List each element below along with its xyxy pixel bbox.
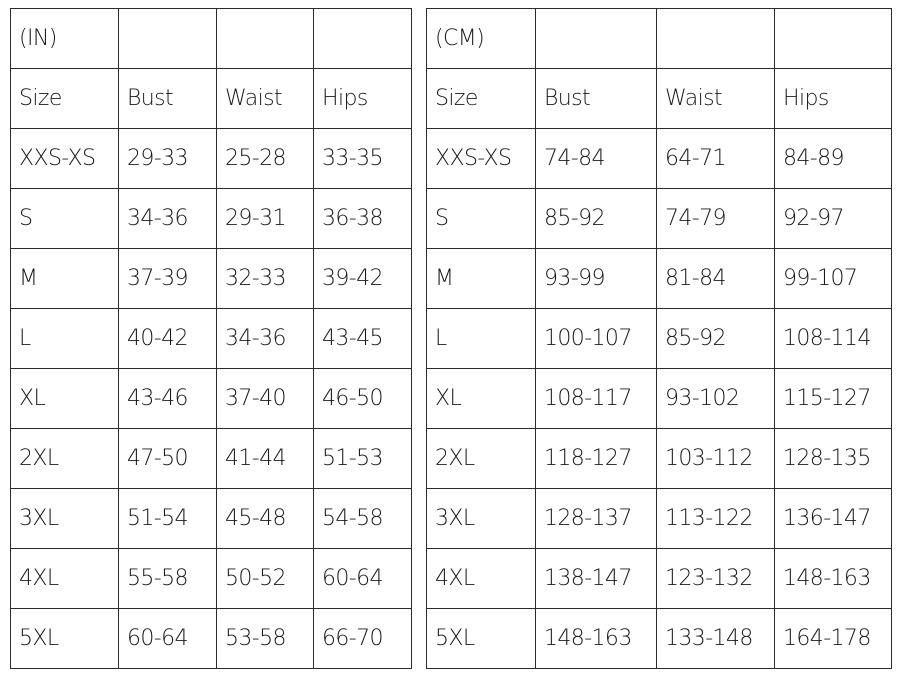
bust-cell: 60-64 xyxy=(119,609,217,669)
size-cell: M xyxy=(427,249,536,309)
size-cell: M xyxy=(11,249,119,309)
size-table-inches-body xyxy=(11,9,412,669)
table-row xyxy=(427,189,892,249)
waist-cell: 81-84 xyxy=(657,249,775,309)
empty-cell xyxy=(119,9,217,69)
size-cell: 4XL xyxy=(427,549,536,609)
hips-cell: 51-53 xyxy=(314,429,412,489)
bust-cell: 40-42 xyxy=(119,309,217,369)
column-header-waist: Waist xyxy=(217,69,314,129)
waist-cell: 45-48 xyxy=(217,489,314,549)
column-header-size: Size xyxy=(427,69,536,129)
hips-cell: 115-127 xyxy=(775,369,892,429)
waist-cell: 64-71 xyxy=(657,129,775,189)
waist-cell: 103-112 xyxy=(657,429,775,489)
table-row xyxy=(11,429,412,489)
bust-cell: 51-54 xyxy=(119,489,217,549)
size-cell: S xyxy=(427,189,536,249)
bust-cell: 29-33 xyxy=(119,129,217,189)
waist-cell: 93-102 xyxy=(657,369,775,429)
size-cell: L xyxy=(427,309,536,369)
empty-cell xyxy=(217,9,314,69)
bust-cell: 148-163 xyxy=(536,609,657,669)
empty-cell xyxy=(775,9,892,69)
size-cell: 5XL xyxy=(11,609,119,669)
size-cell: XL xyxy=(427,369,536,429)
bust-cell: 138-147 xyxy=(536,549,657,609)
column-header-waist: Waist xyxy=(657,69,775,129)
header-row xyxy=(11,69,412,129)
hips-cell: 60-64 xyxy=(314,549,412,609)
bust-cell: 118-127 xyxy=(536,429,657,489)
size-table-centimeters xyxy=(426,8,892,669)
unit-label: (CM) xyxy=(427,9,536,69)
size-cell: 2XL xyxy=(11,429,119,489)
empty-cell xyxy=(657,9,775,69)
unit-row xyxy=(427,9,892,69)
table-row xyxy=(427,309,892,369)
size-cell: 4XL xyxy=(11,549,119,609)
size-cell: 5XL xyxy=(427,609,536,669)
hips-cell: 33-35 xyxy=(314,129,412,189)
bust-cell: 108-117 xyxy=(536,369,657,429)
size-cell: XL xyxy=(11,369,119,429)
table-row xyxy=(11,249,412,309)
table-row xyxy=(11,189,412,249)
waist-cell: 37-40 xyxy=(217,369,314,429)
column-header-size: Size xyxy=(11,69,119,129)
waist-cell: 32-33 xyxy=(217,249,314,309)
waist-cell: 53-58 xyxy=(217,609,314,669)
waist-cell: 123-132 xyxy=(657,549,775,609)
hips-cell: 108-114 xyxy=(775,309,892,369)
table-row xyxy=(11,489,412,549)
table-row xyxy=(427,429,892,489)
waist-cell: 74-79 xyxy=(657,189,775,249)
waist-cell: 113-122 xyxy=(657,489,775,549)
column-header-hips: Hips xyxy=(314,69,412,129)
bust-cell: 93-99 xyxy=(536,249,657,309)
bust-cell: 100-107 xyxy=(536,309,657,369)
table-row xyxy=(11,309,412,369)
hips-cell: 66-70 xyxy=(314,609,412,669)
table-row xyxy=(427,369,892,429)
hips-cell: 39-42 xyxy=(314,249,412,309)
bust-cell: 85-92 xyxy=(536,189,657,249)
table-row xyxy=(427,249,892,309)
size-cell: 2XL xyxy=(427,429,536,489)
hips-cell: 46-50 xyxy=(314,369,412,429)
hips-cell: 128-135 xyxy=(775,429,892,489)
table-row xyxy=(427,489,892,549)
table-row xyxy=(427,129,892,189)
waist-cell: 133-148 xyxy=(657,609,775,669)
size-cell: XXS-XS xyxy=(11,129,119,189)
header-row xyxy=(427,69,892,129)
bust-cell: 37-39 xyxy=(119,249,217,309)
waist-cell: 29-31 xyxy=(217,189,314,249)
hips-cell: 54-58 xyxy=(314,489,412,549)
size-cell: 3XL xyxy=(427,489,536,549)
bust-cell: 128-137 xyxy=(536,489,657,549)
size-cell: S xyxy=(11,189,119,249)
table-row xyxy=(427,609,892,669)
table-row xyxy=(427,549,892,609)
table-row xyxy=(11,369,412,429)
size-cell: L xyxy=(11,309,119,369)
hips-cell: 99-107 xyxy=(775,249,892,309)
hips-cell: 92-97 xyxy=(775,189,892,249)
hips-cell: 84-89 xyxy=(775,129,892,189)
table-row xyxy=(11,129,412,189)
unit-row xyxy=(11,9,412,69)
empty-cell xyxy=(536,9,657,69)
hips-cell: 164-178 xyxy=(775,609,892,669)
size-cell: XXS-XS xyxy=(427,129,536,189)
column-header-hips: Hips xyxy=(775,69,892,129)
bust-cell: 47-50 xyxy=(119,429,217,489)
hips-cell: 136-147 xyxy=(775,489,892,549)
hips-cell: 43-45 xyxy=(314,309,412,369)
size-cell: 3XL xyxy=(11,489,119,549)
bust-cell: 55-58 xyxy=(119,549,217,609)
table-row xyxy=(11,549,412,609)
waist-cell: 50-52 xyxy=(217,549,314,609)
bust-cell: 43-46 xyxy=(119,369,217,429)
size-table-inches xyxy=(10,8,412,669)
waist-cell: 41-44 xyxy=(217,429,314,489)
column-header-bust: Bust xyxy=(119,69,217,129)
empty-cell xyxy=(314,9,412,69)
size-table-centimeters-body xyxy=(427,9,892,669)
waist-cell: 25-28 xyxy=(217,129,314,189)
waist-cell: 34-36 xyxy=(217,309,314,369)
column-header-bust: Bust xyxy=(536,69,657,129)
hips-cell: 148-163 xyxy=(775,549,892,609)
hips-cell: 36-38 xyxy=(314,189,412,249)
bust-cell: 34-36 xyxy=(119,189,217,249)
table-row xyxy=(11,609,412,669)
unit-label: (IN) xyxy=(11,9,119,69)
bust-cell: 74-84 xyxy=(536,129,657,189)
waist-cell: 85-92 xyxy=(657,309,775,369)
